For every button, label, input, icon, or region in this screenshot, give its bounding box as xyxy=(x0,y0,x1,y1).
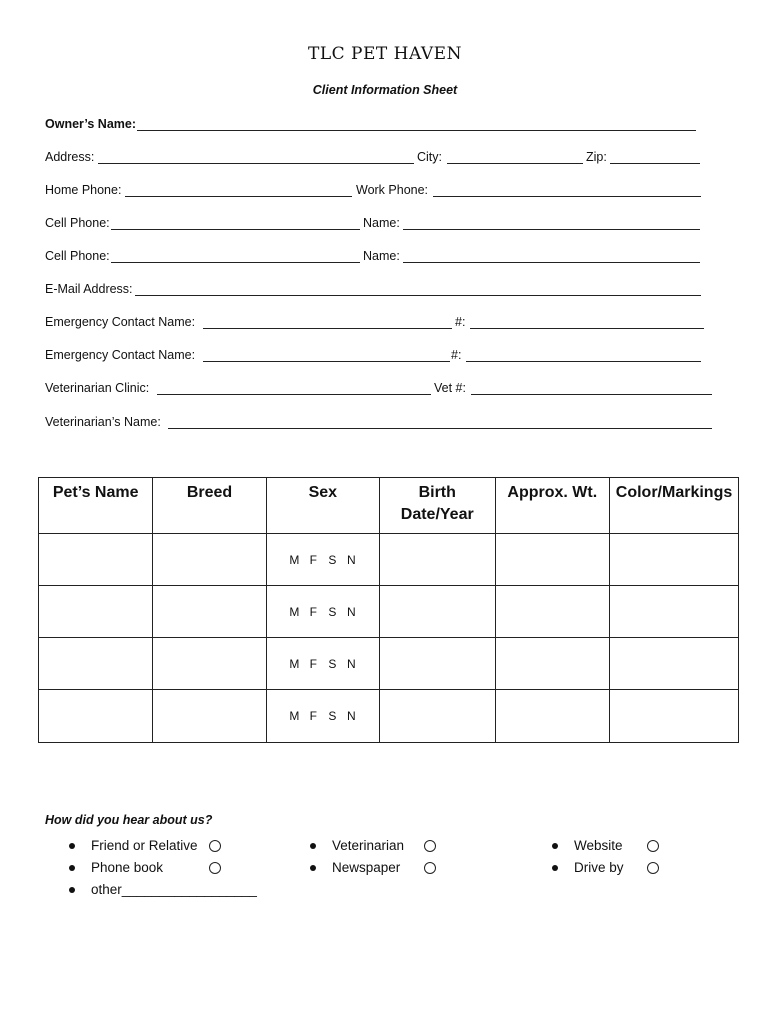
sex-option-n[interactable]: N xyxy=(346,604,356,619)
sex-option-f[interactable]: F xyxy=(309,709,317,723)
referral-question: How did you hear about us? xyxy=(45,813,213,827)
emergency-contact-field-1[interactable] xyxy=(203,328,452,329)
vet-name-label: Veterinarian’s Name: xyxy=(45,415,161,429)
color-markings-cell[interactable] xyxy=(610,534,739,586)
radio-icon[interactable] xyxy=(424,862,436,874)
pet-name-cell[interactable] xyxy=(39,586,153,638)
pet-name-cell[interactable] xyxy=(39,690,153,743)
sex-option-s[interactable]: S xyxy=(328,709,337,723)
radio-icon[interactable] xyxy=(647,862,659,874)
work-phone-label: Work Phone: xyxy=(356,183,429,197)
col-breed: Breed xyxy=(153,478,266,534)
emergency-number-field-2[interactable] xyxy=(466,361,701,362)
sex-cell[interactable] xyxy=(266,690,379,743)
weight-cell[interactable] xyxy=(495,586,610,638)
vet-name-field[interactable] xyxy=(168,428,712,429)
cell-phone-field-1[interactable] xyxy=(111,229,360,230)
col-birth-date: Birth Date/Year xyxy=(379,478,495,534)
sex-option-f[interactable]: F xyxy=(309,604,317,619)
email-field[interactable] xyxy=(135,295,701,296)
breed-cell[interactable] xyxy=(153,586,266,638)
option-label: Newspaper xyxy=(332,860,401,875)
table-row xyxy=(39,638,739,690)
bullet-icon xyxy=(552,865,558,871)
owners-name-label: Owner’s Name: xyxy=(45,117,137,131)
color-markings-cell[interactable] xyxy=(610,638,739,690)
breed-cell[interactable] xyxy=(153,638,266,690)
vet-number-label: Vet #: xyxy=(434,381,466,395)
owners-name-field[interactable] xyxy=(137,130,696,131)
sex-cell[interactable] xyxy=(266,638,379,690)
breed-cell[interactable] xyxy=(153,690,266,743)
city-label: City: xyxy=(417,150,442,164)
birth-date-cell[interactable] xyxy=(379,638,495,690)
birth-date-cell[interactable] xyxy=(379,534,495,586)
sex-option-m[interactable]: M xyxy=(289,656,300,671)
option-label: Website xyxy=(574,838,623,853)
sex-option-s[interactable]: S xyxy=(328,656,337,671)
sex-option-m[interactable]: M xyxy=(289,709,300,723)
radio-icon[interactable] xyxy=(424,840,436,852)
option-label: Phone book xyxy=(91,860,164,875)
weight-cell[interactable] xyxy=(495,690,610,743)
sex-option-f[interactable]: F xyxy=(309,656,317,671)
pet-name-cell[interactable] xyxy=(39,638,153,690)
sex-option-s[interactable]: S xyxy=(328,552,337,567)
sex-option-n[interactable]: N xyxy=(346,656,356,671)
table-row xyxy=(39,534,739,586)
zip-label: Zip: xyxy=(586,150,607,164)
cell-phone-field-2[interactable] xyxy=(111,262,360,263)
home-phone-label: Home Phone: xyxy=(45,183,122,197)
cell-phone-label-1: Cell Phone: xyxy=(45,216,110,230)
name-field-1[interactable] xyxy=(403,229,700,230)
work-phone-field[interactable] xyxy=(433,196,701,197)
cell-phone-label-2: Cell Phone: xyxy=(45,249,110,263)
bullet-icon xyxy=(552,843,558,849)
emergency-contact-label-2: Emergency Contact Name: xyxy=(45,348,196,362)
bullet-icon xyxy=(69,843,75,849)
sex-cell[interactable] xyxy=(266,586,379,638)
table-row xyxy=(39,690,739,743)
zip-field[interactable] xyxy=(610,163,700,164)
bullet-icon xyxy=(69,865,75,871)
vet-clinic-label: Veterinarian Clinic: xyxy=(45,381,150,395)
email-label: E-Mail Address: xyxy=(45,282,133,296)
bullet-icon xyxy=(310,843,316,849)
name-field-2[interactable] xyxy=(403,262,700,263)
emergency-contact-label-1: Emergency Contact Name: xyxy=(45,315,196,329)
option-label: other__________________ xyxy=(91,882,257,897)
emergency-contact-field-2[interactable] xyxy=(203,361,450,362)
sex-option-s[interactable]: S xyxy=(328,604,337,619)
table-row xyxy=(39,586,739,638)
sex-cell[interactable] xyxy=(266,534,379,586)
home-phone-field[interactable] xyxy=(125,196,352,197)
color-markings-cell[interactable] xyxy=(610,586,739,638)
form-subtitle: Client Information Sheet xyxy=(312,83,458,97)
birth-date-cell[interactable] xyxy=(379,586,495,638)
color-markings-cell[interactable] xyxy=(610,690,739,743)
radio-icon[interactable] xyxy=(209,862,221,874)
vet-number-field[interactable] xyxy=(471,394,712,395)
emergency-number-label-1: #: xyxy=(455,315,466,329)
emergency-number-label-2: #: xyxy=(451,348,462,362)
address-field[interactable] xyxy=(98,163,414,164)
radio-icon[interactable] xyxy=(209,840,221,852)
option-label: Veterinarian xyxy=(332,838,405,853)
weight-cell[interactable] xyxy=(495,534,610,586)
name-label-2: Name: xyxy=(363,249,400,263)
col-pets-name: Pet’s Name xyxy=(39,478,153,534)
birth-date-cell[interactable] xyxy=(379,690,495,743)
sex-option-f[interactable]: F xyxy=(309,552,317,567)
radio-icon[interactable] xyxy=(647,840,659,852)
vet-clinic-field[interactable] xyxy=(157,394,431,395)
name-label-1: Name: xyxy=(363,216,400,230)
pet-table xyxy=(38,477,739,743)
pet-table-header xyxy=(39,478,739,534)
pet-name-cell[interactable] xyxy=(39,534,153,586)
address-label: Address: xyxy=(45,150,95,164)
bullet-icon xyxy=(310,865,316,871)
weight-cell[interactable] xyxy=(495,638,610,690)
breed-cell[interactable] xyxy=(153,534,266,586)
sex-option-m[interactable]: M xyxy=(289,604,300,619)
sex-option-n[interactable]: N xyxy=(346,709,356,723)
city-field[interactable] xyxy=(447,163,583,164)
sex-option-n[interactable]: N xyxy=(346,552,356,567)
bullet-icon xyxy=(69,887,75,893)
col-approx-wt: Approx. Wt. xyxy=(495,478,610,534)
emergency-number-field-1[interactable] xyxy=(470,328,704,329)
col-color-markings: Color/Markings xyxy=(610,478,739,534)
col-sex: Sex xyxy=(266,478,379,534)
option-label: Friend or Relative xyxy=(91,838,198,853)
sex-option-m[interactable]: M xyxy=(289,552,300,567)
form-title: TLC PET HAVEN xyxy=(308,44,462,64)
option-label: Drive by xyxy=(574,860,624,875)
